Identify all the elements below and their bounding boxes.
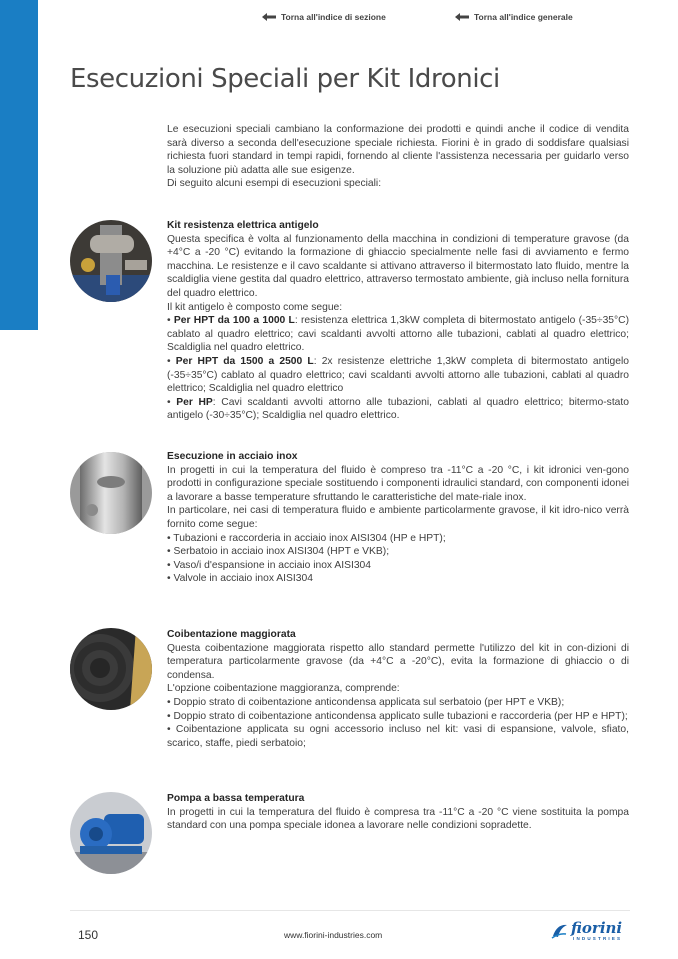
section-paragraph: In particolare, nei casi di temperatura fluido e ambiente particolarmente gravose, il kit idro-nico verrà fornito come segue: bbox=[167, 505, 629, 530]
intro-paragraph: Di seguito alcuni esempi di esecuzioni speciali: bbox=[167, 178, 382, 190]
list-item: • Doppio strato di coibentazione anticondensa applicata sul serbatoio (per HPT e VKB); bbox=[167, 696, 565, 708]
back-arrow-icon bbox=[455, 13, 469, 21]
section-heading: Pompa a bassa temperatura bbox=[167, 793, 305, 804]
pump-photo bbox=[70, 792, 152, 874]
list-item-text: Doppio strato di coibentazione anticondensa applicata sul serbatoio (per HPT e VKB); bbox=[173, 696, 565, 708]
list-item-label: Per HPT da 100 a 1000 L bbox=[173, 315, 295, 327]
list-item: • Per HP: Cavi scaldanti avvolti attorno alle tubazioni, cablati al quadro elettrico; bitermo-stato antigelo (-30÷35°C); Scaldiglia nel quadro elettrico. bbox=[167, 396, 629, 422]
section-paragraph: In progetti in cui la temperatura del fluido è compreso tra -11°C a -20 °C, i kit idronici ven-gono prodotti in configurazione speciale sostituendo i componenti idraulici standard, con componenti idonei a lavorare a basse temperature sfruttando le caratteristiche del mate-riale inox. bbox=[167, 464, 629, 503]
list-item-text: Valvole in acciaio inox AISI304 bbox=[173, 573, 313, 585]
stainless-steel-photo bbox=[70, 452, 152, 534]
section-heading: Esecuzione in acciaio inox bbox=[167, 451, 298, 462]
section-insulation bbox=[167, 628, 629, 750]
intro-paragraph: Le esecuzioni speciali cambiano la conformazione dei prodotti e quindi anche il codice di vendita sarà diverso a seconda dell'esecuzione speciale richiesta. Fiorini è in grado di soddisfare qualsiasi richiesta fuori standard in tempi rapidi, fornendo al cliente l'assistenza necessaria per guidarlo verso la soluzione più adatta alle sue esigenze. bbox=[167, 124, 629, 176]
section-paragraph: Questa coibentazione maggiorata rispetto allo standard permette l'utilizzo del kit in con-dizioni di temperatura particolarmente gravose (da +4°C a -20°C), evita la formazione di ghiaccio o di condensa. bbox=[167, 642, 629, 681]
section-paragraph: Questa specifica è volta al funzionamento della macchina in condizioni di temperature gravose (da +4°C a -20 °C) evitando la formazione di ghiaccio specialmente nelle fasi di avviamento e fermo macchina. Le resistenze e il cavo scaldante si attivano attraverso il bitermostato lato fluido, mentre la scaldiglia viene gestita dal quadro elettrico, attraverso termostato ambiente, già incluso nella fornitura del quadro elettrico. bbox=[167, 233, 629, 299]
list-item-text: : 2x resistenze elettriche 1,3kW completa di bitermostato antigelo (-35÷35°C) cablato al quadro elettrico; cavi scaldanti avvolti attorno alle tubazioni, cablati al quadro elettrico; Scaldiglia nel quadro elettrico bbox=[167, 355, 629, 395]
page-title: Esecuzioni Speciali per Kit Idronici bbox=[70, 64, 500, 94]
list-item: • Coibentazione applicata su ogni accessorio incluso nel kit: vasi di espansione, valvole, sfiato, scarico, staffe, piedi serbatoio; bbox=[167, 724, 629, 749]
section-heading: Coibentazione maggiorata bbox=[167, 629, 296, 640]
section-paragraph: L'opzione coibentazione maggioranza, comprende: bbox=[167, 683, 400, 695]
list-item-text: Vaso/i d'espansione in acciaio inox AISI304 bbox=[173, 559, 372, 571]
page-number: 150 bbox=[78, 928, 99, 942]
list-item: • Per HPT da 1500 a 2500 L: 2x resistenze elettriche 1,3kW completa di bitermostato antigelo (-35÷35°C) cablato al quadro elettrico; cavi scaldanti avvolti attorno alle tubazioni, cablati al quadro elettrico; Scaldiglia nel quadro elettrico bbox=[167, 355, 629, 395]
list-item-text: Tubazioni e raccorderia in acciaio inox AISI304 (HP e HPT); bbox=[173, 532, 446, 544]
fiorini-logo bbox=[551, 920, 633, 944]
back-arrow-icon bbox=[262, 13, 276, 21]
logo-name: fiorini bbox=[571, 919, 623, 937]
nav-general-index-label: Torna all'indice generale bbox=[474, 12, 573, 22]
section-paragraph: In progetti in cui la temperatura del fluido è compresa tra -11°C a -20 °C viene sostituita la pompa standard con una pompa speciale idonea a lavorare nelle condizioni sopradette. bbox=[167, 806, 629, 832]
antifreeze-kit-photo bbox=[70, 220, 152, 302]
nav-section-index-link[interactable] bbox=[262, 12, 386, 22]
list-item: • Doppio strato di coibentazione anticondensa applicato sulle tubazioni e raccorderia (per HP e HPT); bbox=[167, 710, 628, 722]
section-low-temp-pump bbox=[167, 792, 629, 833]
list-item: • Valvole in acciaio inox AISI304 bbox=[167, 573, 313, 585]
footer-divider bbox=[70, 910, 630, 911]
list-item-text: Serbatoio in acciaio inox AISI304 (HPT e VKB); bbox=[173, 546, 390, 558]
side-accent-bar bbox=[0, 0, 38, 330]
intro-block bbox=[167, 123, 629, 191]
insulation-photo bbox=[70, 628, 152, 710]
list-item-label: Per HP bbox=[176, 396, 213, 408]
list-item: • Serbatoio in acciaio inox AISI304 (HPT e VKB); bbox=[167, 546, 390, 558]
list-item: • Per HPT da 100 a 1000 L: resistenza elettrica 1,3kW completa di bitermostato antigelo (-35÷35°C) cablato al quadro elettrico; cavi scaldanti avvolti attorno alle tubazioni, cablati al quadro elettrico; Scaldiglia nel quadro elettrico. bbox=[167, 315, 630, 354]
section-antifreeze-kit bbox=[167, 219, 629, 423]
fiorini-mark-icon bbox=[551, 922, 569, 940]
list-item-text: Coibentazione applicata su ogni accessorio incluso nel kit: vasi di espansione, valvole, sfiato, scarico, staffe, piedi serbatoio; bbox=[167, 724, 629, 749]
nav-section-index-label: Torna all'indice di sezione bbox=[281, 12, 386, 22]
section-heading: Kit resistenza elettrica antigelo bbox=[167, 220, 319, 231]
list-item-text: : Cavi scaldanti avvolti attorno alle tubazioni, cablati al quadro elettrico; bitermo-stato antigelo (-30÷35°C); Scaldiglia nel quadro elettrico. bbox=[167, 396, 629, 422]
list-item: • Vaso/i d'espansione in acciaio inox AISI304 bbox=[167, 559, 372, 571]
section-paragraph: Il kit antigelo è composto come segue: bbox=[167, 301, 343, 313]
logo-subtitle: INDUSTRIES bbox=[573, 936, 623, 941]
list-item-text: Doppio strato di coibentazione anticondensa applicato sulle tubazioni e raccorderia (per HP e HPT); bbox=[173, 710, 628, 722]
website-link[interactable]: www.fiorini-industries.com bbox=[284, 930, 383, 940]
nav-general-index-link[interactable] bbox=[455, 12, 573, 22]
list-item-label: Per HPT da 1500 a 2500 L bbox=[175, 355, 314, 367]
section-stainless-steel bbox=[167, 450, 629, 586]
list-item-text: : resistenza elettrica 1,3kW completa di bitermostato antigelo (-35÷35°C) cablato al quadro elettrico; cavi scaldanti avvolti attorno alle tubazioni, cablati al quadro elettrico; Scaldiglia nel quadro elettrico. bbox=[167, 315, 630, 354]
list-item: • Tubazioni e raccorderia in acciaio inox AISI304 (HP e HPT); bbox=[167, 532, 446, 544]
